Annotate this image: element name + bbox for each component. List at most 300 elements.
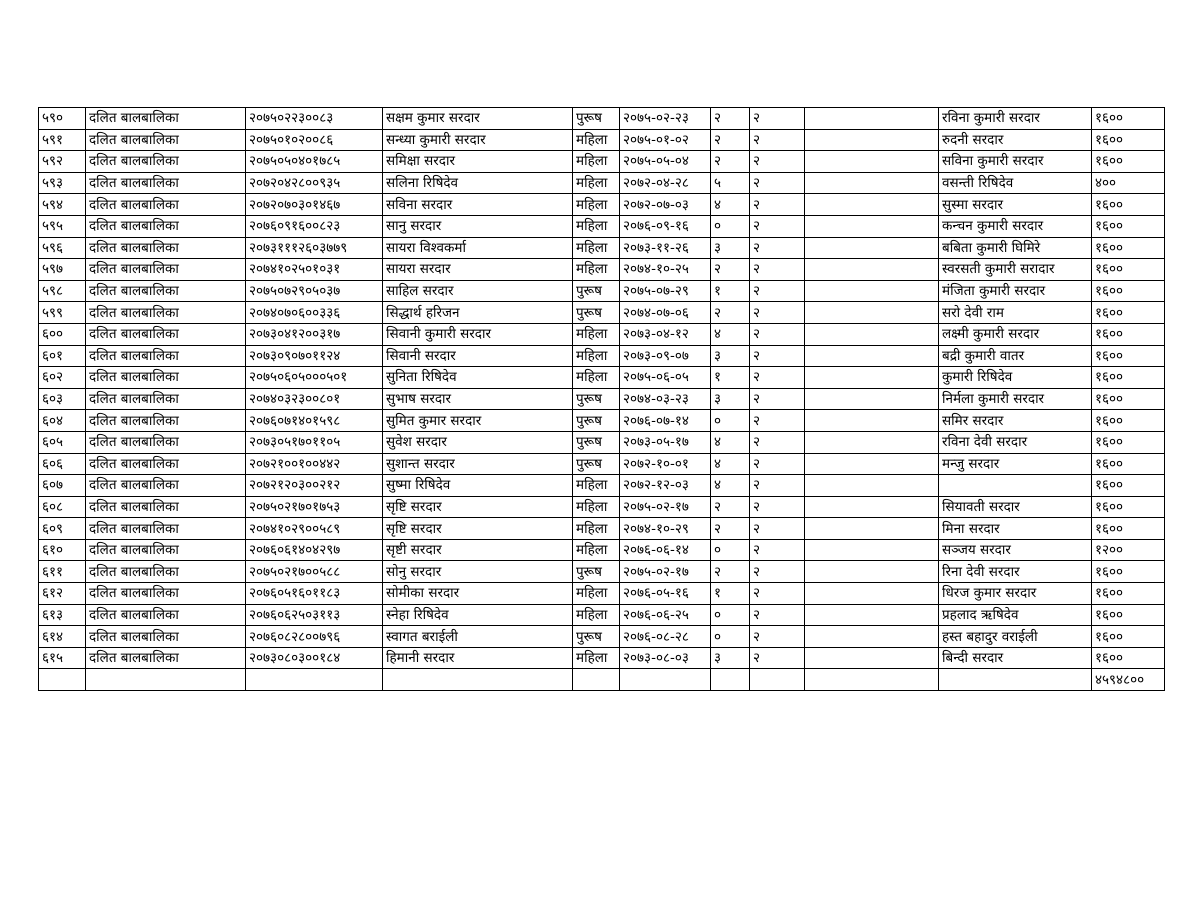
- total-cell-blank: [39, 669, 86, 691]
- birth-reg-number-cell: २०७५०६०५०००५०१: [246, 367, 383, 389]
- table-row: [39, 129, 1165, 151]
- amount-cell: १६००: [1092, 388, 1165, 410]
- birth-reg-number-cell: २०७५०२१७००५८८: [246, 561, 383, 583]
- table-row: [39, 388, 1165, 410]
- category-cell: दलित बालबालिका: [86, 561, 246, 583]
- category-cell: दलित बालबालिका: [86, 539, 246, 561]
- guardian-name-cell: बद्री कुमारी वातर: [939, 345, 1092, 367]
- category-cell: दलित बालबालिका: [86, 583, 246, 605]
- ward-cell: २: [750, 129, 805, 151]
- table-row: [39, 280, 1165, 302]
- age-cell: ५: [711, 172, 750, 194]
- birth-date-cell: २०७४-०३-२३: [620, 388, 711, 410]
- birth-reg-number-cell: २०७५०१०२००८६: [246, 129, 383, 151]
- total-cell-blank: [805, 669, 939, 691]
- blank-cell: [805, 302, 939, 324]
- birth-date-cell: २०७६-०७-१४: [620, 410, 711, 432]
- ward-cell: २: [750, 367, 805, 389]
- ward-cell: २: [750, 539, 805, 561]
- table-row: [39, 453, 1165, 475]
- ward-cell: २: [750, 108, 805, 130]
- ward-cell: २: [750, 583, 805, 605]
- guardian-name-cell: लक्ष्मी कुमारी सरदार: [939, 323, 1092, 345]
- birth-reg-number-cell: २०७५०५०४०१७८५: [246, 151, 383, 173]
- birth-date-cell: २०७५-०५-०४: [620, 151, 711, 173]
- birth-reg-number-cell: २०७२०७०३०१४६७: [246, 194, 383, 216]
- table-row: [39, 561, 1165, 583]
- ward-cell: २: [750, 388, 805, 410]
- guardian-name-cell: बिन्दी सरदार: [939, 647, 1092, 669]
- gender-cell: पुरूष: [573, 453, 620, 475]
- category-cell: दलित बालबालिका: [86, 129, 246, 151]
- category-cell: दलित बालबालिका: [86, 367, 246, 389]
- age-cell: २: [711, 259, 750, 281]
- birth-date-cell: २०७६-०६-२५: [620, 604, 711, 626]
- amount-cell: १६००: [1092, 647, 1165, 669]
- child-name-cell: सायरा सरदार: [383, 259, 573, 281]
- table-row: [39, 410, 1165, 432]
- total-cell-blank: [86, 669, 246, 691]
- amount-cell: १६००: [1092, 410, 1165, 432]
- blank-cell: [805, 475, 939, 497]
- birth-date-cell: २०७२-१२-०३: [620, 475, 711, 497]
- birth-date-cell: २०७६-०६-१४: [620, 539, 711, 561]
- amount-cell: १६००: [1092, 604, 1165, 626]
- serial-cell: ५९३: [39, 172, 86, 194]
- category-cell: दलित बालबालिका: [86, 259, 246, 281]
- birth-date-cell: २०७२-०४-२८: [620, 172, 711, 194]
- category-cell: दलित बालबालिका: [86, 647, 246, 669]
- guardian-name-cell: सियावती सरदार: [939, 496, 1092, 518]
- guardian-name-cell: प्रहलाद ऋषिदेव: [939, 604, 1092, 626]
- guardian-name-cell: सरो देवी राम: [939, 302, 1092, 324]
- guardian-name-cell: रविना कुमारी सरदार: [939, 108, 1092, 130]
- guardian-name-cell: मिना सरदार: [939, 518, 1092, 540]
- blank-cell: [805, 280, 939, 302]
- gender-cell: पुरूष: [573, 302, 620, 324]
- guardian-name-cell: कुमारी रिषिदेव: [939, 367, 1092, 389]
- table-row: [39, 172, 1165, 194]
- child-name-cell: सुनिता रिषिदेव: [383, 367, 573, 389]
- birth-reg-number-cell: २०७३०८०३००१८४: [246, 647, 383, 669]
- guardian-name-cell: मंजिता कुमारी सरदार: [939, 280, 1092, 302]
- blank-cell: [805, 194, 939, 216]
- table-row: [39, 604, 1165, 626]
- serial-cell: ५९२: [39, 151, 86, 173]
- amount-cell: १६००: [1092, 496, 1165, 518]
- gender-cell: महिला: [573, 259, 620, 281]
- guardian-name-cell: समिर सरदार: [939, 410, 1092, 432]
- age-cell: ४: [711, 453, 750, 475]
- ward-cell: २: [750, 496, 805, 518]
- gender-cell: महिला: [573, 194, 620, 216]
- birth-reg-number-cell: २०७२१२०३००२१२: [246, 475, 383, 497]
- table-row: [39, 626, 1165, 648]
- category-cell: दलित बालबालिका: [86, 280, 246, 302]
- child-name-cell: सुमित कुमार सरदार: [383, 410, 573, 432]
- birth-reg-number-cell: २०७६०५१६०११८३: [246, 583, 383, 605]
- gender-cell: पुरूष: [573, 410, 620, 432]
- serial-cell: ६१४: [39, 626, 86, 648]
- ward-cell: २: [750, 237, 805, 259]
- category-cell: दलित बालबालिका: [86, 108, 246, 130]
- ward-cell: २: [750, 518, 805, 540]
- serial-cell: ५९०: [39, 108, 86, 130]
- birth-reg-number-cell: २०७६०९१६००८२३: [246, 215, 383, 237]
- child-name-cell: सुभाष सरदार: [383, 388, 573, 410]
- beneficiary-table: [38, 107, 1165, 691]
- guardian-name-cell: सविना कुमारी सरदार: [939, 151, 1092, 173]
- blank-cell: [805, 172, 939, 194]
- blank-cell: [805, 410, 939, 432]
- total-cell-blank: [573, 669, 620, 691]
- ward-cell: २: [750, 323, 805, 345]
- table-row: [39, 539, 1165, 561]
- total-cell-blank: [246, 669, 383, 691]
- table-row: [39, 108, 1165, 130]
- amount-cell: १६००: [1092, 453, 1165, 475]
- serial-cell: ६००: [39, 323, 86, 345]
- birth-date-cell: २०७६-०९-१६: [620, 215, 711, 237]
- guardian-name-cell: रिना देवी सरदार: [939, 561, 1092, 583]
- gender-cell: पुरूष: [573, 431, 620, 453]
- birth-reg-number-cell: २०७४१०२५०१०३१: [246, 259, 383, 281]
- birth-date-cell: २०७५-०२-१७: [620, 496, 711, 518]
- blank-cell: [805, 431, 939, 453]
- guardian-name-cell: सुस्मा सरदार: [939, 194, 1092, 216]
- age-cell: १: [711, 280, 750, 302]
- age-cell: २: [711, 129, 750, 151]
- guardian-name-cell: निर्मला कुमारी सरदार: [939, 388, 1092, 410]
- serial-cell: ५९७: [39, 259, 86, 281]
- gender-cell: महिला: [573, 345, 620, 367]
- serial-cell: ६०२: [39, 367, 86, 389]
- birth-date-cell: २०७२-०७-०३: [620, 194, 711, 216]
- gender-cell: महिला: [573, 475, 620, 497]
- gender-cell: पुरूष: [573, 388, 620, 410]
- ward-cell: २: [750, 151, 805, 173]
- amount-cell: ४००: [1092, 172, 1165, 194]
- child-name-cell: सायरा विश्वकर्मा: [383, 237, 573, 259]
- total-cell-blank: [711, 669, 750, 691]
- blank-cell: [805, 259, 939, 281]
- category-cell: दलित बालबालिका: [86, 302, 246, 324]
- age-cell: ४: [711, 323, 750, 345]
- birth-reg-number-cell: २०७३०४१२००३१७: [246, 323, 383, 345]
- gender-cell: महिला: [573, 518, 620, 540]
- guardian-name-cell: वसन्ती रिषिदेव: [939, 172, 1092, 194]
- ward-cell: २: [750, 280, 805, 302]
- table-row: [39, 194, 1165, 216]
- table-row: [39, 215, 1165, 237]
- child-name-cell: सलिना रिषिदेव: [383, 172, 573, 194]
- age-cell: ०: [711, 604, 750, 626]
- birth-date-cell: २०७५-०२-२३: [620, 108, 711, 130]
- guardian-name-cell: बबिता कुमारी घिमिरे: [939, 237, 1092, 259]
- amount-cell: १६००: [1092, 215, 1165, 237]
- child-name-cell: सिद्धार्थ हरिजन: [383, 302, 573, 324]
- guardian-name-cell: कन्चन कुमारी सरदार: [939, 215, 1092, 237]
- guardian-name-cell: धिरज कुमार सरदार: [939, 583, 1092, 605]
- child-name-cell: सोमीका सरदार: [383, 583, 573, 605]
- birth-reg-number-cell: २०७३०५१७०११०५: [246, 431, 383, 453]
- category-cell: दलित बालबालिका: [86, 496, 246, 518]
- age-cell: १: [711, 583, 750, 605]
- blank-cell: [805, 129, 939, 151]
- table-row: [39, 237, 1165, 259]
- child-name-cell: स्वागत बराईली: [383, 626, 573, 648]
- birth-date-cell: २०७३-०५-१७: [620, 431, 711, 453]
- ward-cell: २: [750, 410, 805, 432]
- amount-cell: १६००: [1092, 367, 1165, 389]
- birth-reg-number-cell: २०७४०७०६००३३६: [246, 302, 383, 324]
- age-cell: ४: [711, 431, 750, 453]
- age-cell: ३: [711, 345, 750, 367]
- age-cell: १: [711, 367, 750, 389]
- serial-cell: ६०३: [39, 388, 86, 410]
- ward-cell: २: [750, 604, 805, 626]
- amount-cell: १६००: [1092, 237, 1165, 259]
- gender-cell: महिला: [573, 539, 620, 561]
- serial-cell: ५९८: [39, 280, 86, 302]
- age-cell: २: [711, 561, 750, 583]
- gender-cell: महिला: [573, 215, 620, 237]
- category-cell: दलित बालबालिका: [86, 475, 246, 497]
- gender-cell: महिला: [573, 151, 620, 173]
- guardian-name-cell: मन्जु सरदार: [939, 453, 1092, 475]
- child-name-cell: सृष्टि सरदार: [383, 496, 573, 518]
- ward-cell: २: [750, 345, 805, 367]
- category-cell: दलित बालबालिका: [86, 237, 246, 259]
- table-row: [39, 151, 1165, 173]
- age-cell: ३: [711, 388, 750, 410]
- serial-cell: ६१३: [39, 604, 86, 626]
- birth-reg-number-cell: २०७५०७२९०५०३७: [246, 280, 383, 302]
- amount-cell: १२००: [1092, 539, 1165, 561]
- serial-cell: ५९६: [39, 237, 86, 259]
- age-cell: ३: [711, 647, 750, 669]
- child-name-cell: सुशान्त सरदार: [383, 453, 573, 475]
- birth-reg-number-cell: २०७३०९०७०११२४: [246, 345, 383, 367]
- blank-cell: [805, 108, 939, 130]
- age-cell: २: [711, 151, 750, 173]
- child-name-cell: समिक्षा सरदार: [383, 151, 573, 173]
- guardian-name-cell: रुदनी सरदार: [939, 129, 1092, 151]
- age-cell: ३: [711, 237, 750, 259]
- ward-cell: २: [750, 172, 805, 194]
- birth-date-cell: २०७५-०१-०२: [620, 129, 711, 151]
- serial-cell: ५९१: [39, 129, 86, 151]
- total-cell-blank: [383, 669, 573, 691]
- ward-cell: २: [750, 561, 805, 583]
- gender-cell: महिला: [573, 496, 620, 518]
- blank-cell: [805, 583, 939, 605]
- blank-cell: [805, 367, 939, 389]
- birth-reg-number-cell: २०७४०३२३००८०१: [246, 388, 383, 410]
- birth-reg-number-cell: २०७२०४२८००९३५: [246, 172, 383, 194]
- category-cell: दलित बालबालिका: [86, 172, 246, 194]
- category-cell: दलित बालबालिका: [86, 431, 246, 453]
- birth-reg-number-cell: २०७६०७१४०१५९८: [246, 410, 383, 432]
- table-row: [39, 259, 1165, 281]
- age-cell: ०: [711, 626, 750, 648]
- total-cell-blank: [750, 669, 805, 691]
- ward-cell: २: [750, 431, 805, 453]
- table-row: [39, 367, 1165, 389]
- table-row: [39, 323, 1165, 345]
- blank-cell: [805, 388, 939, 410]
- ward-cell: २: [750, 475, 805, 497]
- birth-reg-number-cell: २०७२१००१००४४२: [246, 453, 383, 475]
- table-row: [39, 475, 1165, 497]
- amount-cell: १६००: [1092, 280, 1165, 302]
- amount-cell: १६००: [1092, 561, 1165, 583]
- gender-cell: महिला: [573, 172, 620, 194]
- serial-cell: ६०६: [39, 453, 86, 475]
- gender-cell: महिला: [573, 323, 620, 345]
- ward-cell: २: [750, 647, 805, 669]
- category-cell: दलित बालबालिका: [86, 604, 246, 626]
- table-row: [39, 583, 1165, 605]
- amount-cell: १६००: [1092, 129, 1165, 151]
- gender-cell: महिला: [573, 647, 620, 669]
- birth-date-cell: २०७३-०९-०७: [620, 345, 711, 367]
- category-cell: दलित बालबालिका: [86, 626, 246, 648]
- blank-cell: [805, 518, 939, 540]
- blank-cell: [805, 496, 939, 518]
- child-name-cell: सुष्मा रिषिदेव: [383, 475, 573, 497]
- birth-reg-number-cell: २०७४१०२९००५८९: [246, 518, 383, 540]
- gender-cell: पुरूष: [573, 108, 620, 130]
- birth-date-cell: २०७५-०७-२९: [620, 280, 711, 302]
- serial-cell: ६०१: [39, 345, 86, 367]
- table-row: [39, 345, 1165, 367]
- guardian-name-cell: रविना देवी सरदार: [939, 431, 1092, 453]
- gender-cell: पुरूष: [573, 280, 620, 302]
- ward-cell: २: [750, 215, 805, 237]
- serial-cell: ६०७: [39, 475, 86, 497]
- birth-reg-number-cell: २०७३१११२६०३७७९: [246, 237, 383, 259]
- blank-cell: [805, 453, 939, 475]
- age-cell: ४: [711, 475, 750, 497]
- birth-reg-number-cell: २०७५०२१७०१७५३: [246, 496, 383, 518]
- ward-cell: २: [750, 302, 805, 324]
- amount-cell: १६००: [1092, 323, 1165, 345]
- category-cell: दलित बालबालिका: [86, 345, 246, 367]
- serial-cell: ६१२: [39, 583, 86, 605]
- blank-cell: [805, 626, 939, 648]
- ward-cell: २: [750, 626, 805, 648]
- birth-reg-number-cell: २०७५०२२३००८३: [246, 108, 383, 130]
- child-name-cell: सृष्टी सरदार: [383, 539, 573, 561]
- amount-cell: १६००: [1092, 345, 1165, 367]
- serial-cell: ६०४: [39, 410, 86, 432]
- blank-cell: [805, 323, 939, 345]
- amount-cell: १६००: [1092, 259, 1165, 281]
- birth-date-cell: २०७६-०५-१६: [620, 583, 711, 605]
- serial-cell: ५९४: [39, 194, 86, 216]
- gender-cell: महिला: [573, 237, 620, 259]
- serial-cell: ६०९: [39, 518, 86, 540]
- amount-cell: १६००: [1092, 108, 1165, 130]
- total-cell-blank: [939, 669, 1092, 691]
- serial-cell: ६११: [39, 561, 86, 583]
- birth-date-cell: २०७२-१०-०१: [620, 453, 711, 475]
- table-row: [39, 431, 1165, 453]
- table-row: [39, 302, 1165, 324]
- amount-cell: १६००: [1092, 583, 1165, 605]
- category-cell: दलित बालबालिका: [86, 323, 246, 345]
- age-cell: २: [711, 518, 750, 540]
- age-cell: ४: [711, 194, 750, 216]
- child-name-cell: सुवेश सरदार: [383, 431, 573, 453]
- age-cell: ०: [711, 539, 750, 561]
- birth-reg-number-cell: २०७६०६२५०३११३: [246, 604, 383, 626]
- gender-cell: पुरूष: [573, 626, 620, 648]
- age-cell: २: [711, 302, 750, 324]
- amount-cell: १६००: [1092, 302, 1165, 324]
- table-body: [39, 108, 1165, 691]
- serial-cell: ६१५: [39, 647, 86, 669]
- total-cell-blank: [620, 669, 711, 691]
- child-name-cell: साहिल सरदार: [383, 280, 573, 302]
- birth-date-cell: २०७६-०८-२८: [620, 626, 711, 648]
- birth-date-cell: २०७५-०२-१७: [620, 561, 711, 583]
- child-name-cell: सोनु सरदार: [383, 561, 573, 583]
- amount-cell: १६००: [1092, 194, 1165, 216]
- age-cell: २: [711, 108, 750, 130]
- ward-cell: २: [750, 194, 805, 216]
- amount-cell: १६००: [1092, 475, 1165, 497]
- birth-date-cell: २०७४-०७-०६: [620, 302, 711, 324]
- child-name-cell: हिमानी सरदार: [383, 647, 573, 669]
- guardian-name-cell: हस्त बहादुर वराईली: [939, 626, 1092, 648]
- table-row: [39, 647, 1165, 669]
- total-amount: ४५९४८००: [1092, 669, 1165, 691]
- birth-reg-number-cell: २०७६०६१४०४२९७: [246, 539, 383, 561]
- serial-cell: ६१०: [39, 539, 86, 561]
- amount-cell: १६००: [1092, 431, 1165, 453]
- birth-date-cell: २०७४-१०-२५: [620, 259, 711, 281]
- gender-cell: महिला: [573, 583, 620, 605]
- blank-cell: [805, 647, 939, 669]
- gender-cell: महिला: [573, 129, 620, 151]
- blank-cell: [805, 345, 939, 367]
- child-name-cell: सिवानी कुमारी सरदार: [383, 323, 573, 345]
- table-row: [39, 496, 1165, 518]
- child-name-cell: सिवानी सरदार: [383, 345, 573, 367]
- age-cell: २: [711, 496, 750, 518]
- serial-cell: ६०५: [39, 431, 86, 453]
- birth-date-cell: २०७३-०४-१२: [620, 323, 711, 345]
- amount-cell: १६००: [1092, 151, 1165, 173]
- category-cell: दलित बालबालिका: [86, 215, 246, 237]
- child-name-cell: सक्षम कुमार सरदार: [383, 108, 573, 130]
- birth-date-cell: २०७३-०८-०३: [620, 647, 711, 669]
- birth-date-cell: २०७५-०६-०५: [620, 367, 711, 389]
- gender-cell: महिला: [573, 367, 620, 389]
- birth-date-cell: २०७४-१०-२९: [620, 518, 711, 540]
- amount-cell: १६००: [1092, 518, 1165, 540]
- blank-cell: [805, 151, 939, 173]
- child-name-cell: सविना सरदार: [383, 194, 573, 216]
- category-cell: दलित बालबालिका: [86, 151, 246, 173]
- guardian-name-cell: स्वरसती कुमारी सरादार: [939, 259, 1092, 281]
- amount-cell: १६००: [1092, 626, 1165, 648]
- blank-cell: [805, 561, 939, 583]
- ward-cell: २: [750, 453, 805, 475]
- age-cell: ०: [711, 410, 750, 432]
